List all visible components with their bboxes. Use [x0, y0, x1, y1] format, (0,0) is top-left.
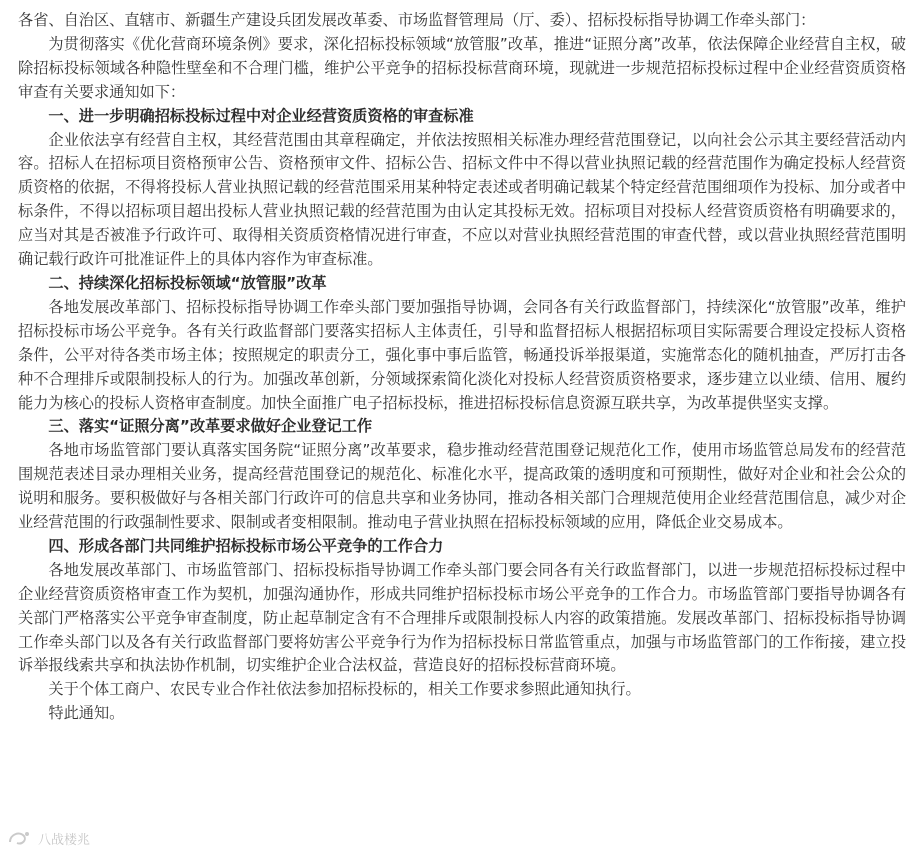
notice-document — [18, 9, 906, 726]
watermark — [6, 828, 90, 848]
section-body-2: 各地发展改革部门、招标投标指导协调工作牵头部门要加强指导协调，会同各有关行政监督部门，持续深化“放管服”改革，维护招标投标市场公平竞争。各有关行政监督部门要落实招标人主体责任，引导和监督招标人根据招标项目实际需要合理设定投标人资格条件，公平对待各类市场主体；按照规定的职责分工，强化事中事后监管，畅通投诉举报渠道，实施常态化的随机抽查，严厉打击各种不合理排斥或限制投标人的行为。加强改革创新，分领域探索简化淡化对投标人经营资质资格要求，逐步建立以业绩、信用、履约能力为核心的投标人资格审查制度。加快全面推广电子招标投标，推进招标投标信息资源互联共享，为改革提供坚实支撑。 — [18, 297, 906, 412]
closing-note: 关于个体工商户、农民专业合作社依法参加招标投标的，相关工作要求参照此通知执行。 — [48, 680, 641, 699]
section-heading-3: 三、落实“证照分离”改革要求做好企业登记工作 — [48, 417, 373, 436]
sign-off: 特此通知。 — [48, 704, 125, 723]
watermark-logo-icon — [6, 828, 34, 848]
section-body-4: 各地发展改革部门、市场监管部门、招标投标指导协调工作牵头部门要会同各有关行政监督部门，以进一步规范招标投标过程中企业经营资质资格审查工作为契机，加强沟通协作，形成共同维护招标投标市场公平竞争的工作合力。市场监管部门要指导协调各有关部门严格落实公平竞争审查制度，防止起草制定含有不合理排斥或限制投标人内容的政策措施。发展改革部门、招标投标指导协调工作牵头部门以及各有关行政监督部门要将妨害公平竞争行为作为招标投标日常监管重点，加强与市场监管部门的工作衔接，建立投诉举报线索共享和执法协作机制，切实维护企业合法权益，营造良好的招标投标营商环境。 — [18, 560, 906, 675]
section-heading-4: 四、形成各部门共同维护招标投标市场公平竞争的工作合力 — [48, 536, 444, 555]
watermark-text: 八战楼兆 — [38, 832, 91, 848]
section-heading-2: 二、持续深化招标投标领域“放管服”改革 — [48, 273, 327, 292]
section-body-1: 企业依法享有经营自主权，其经营范围由其章程确定，并依法按照相关标准办理经营范围登记，以向社会公示其主要经营活动内容。招标人在招标项目资格预审公告、资格预审文件、招标公告、招标文件中不得以营业执照记载的经营范围作为确定投标人经营资质资格的依据，不得将投标人营业执照记载的经营范围采用某种特定表述或者明确记载某个特定经营范围细项作为投标、加分或者中标条件，不得以招标项目超出投标人营业执照记载的经营范围为由认定其投标无效。招标项目对投标人经营资质资格有明确要求的，应当对其是否被准予行政许可、取得相关资质资格情况进行审查，不应以对营业执照经营范围的审查代替，或以营业执照经营范围明确记载行政许可批准证件上的具体内容作为审查标准。 — [18, 130, 906, 269]
section-heading-1: 一、进一步明确招标投标过程中对企业经营资质资格的审查标准 — [48, 106, 474, 125]
intro-paragraph: 为贯彻落实《优化营商环境条例》要求，深化招标投标领域“放管服”改革，推进“证照分离”改革，依法保障企业经营自主权，破除招标投标领域各种隐性壁垒和不合理门槛，维护公平竞争的招标投标营商环境，现就进一步规范招标投标过程中企业经营资质资格审查有关要求通知如下： — [18, 34, 906, 101]
addressee: 各省、自治区、直辖市、新疆生产建设兵团发展改革委、市场监督管理局（厅、委）、招标投标指导协调工作牵头部门： — [18, 11, 816, 29]
section-body-3: 各地市场监管部门要认真落实国务院“证照分离”改革要求，稳步推动经营范围登记规范化工作，使用市场监管总局发布的经营范围规范表述目录办理相关业务，提高经营范围登记的规范化、标准化水平，提高政策的透明度和可预期性，做好对企业和社会公众的说明和服务。要积极做好与各相关部门行政许可的信息共享和业务协同，推动各相关部门合理规范使用企业经营范围信息，减少对企业经营范围的行政强制性要求、限制或者变相限制。推动电子营业执照在招标投标领域的应用，降低企业交易成本。 — [18, 441, 906, 532]
